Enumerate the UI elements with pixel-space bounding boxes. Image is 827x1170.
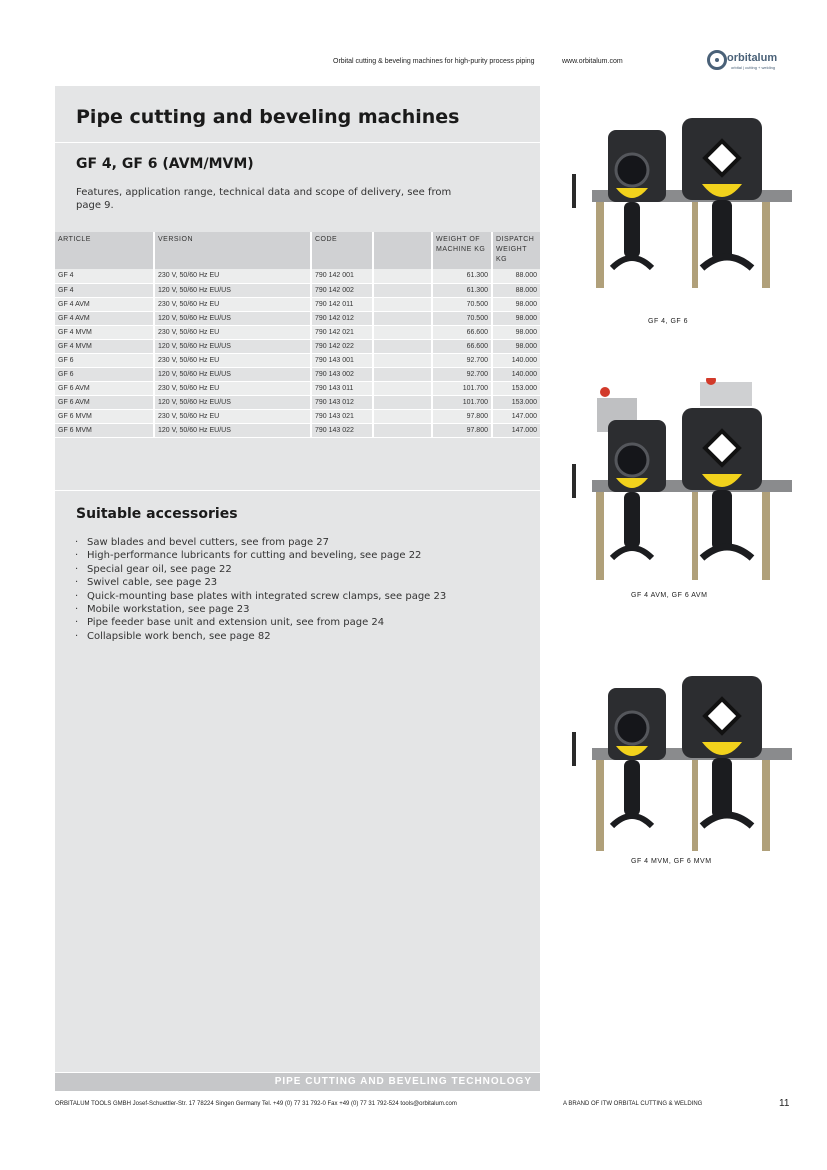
cell-version: 120 V, 50/60 Hz EU/US — [154, 311, 311, 325]
list-item: · Saw blades and bevel cutters, see from page 27 — [75, 536, 446, 549]
cell-empty — [373, 283, 432, 297]
cell-weight: 101.700 — [432, 381, 492, 395]
list-item: · Quick-mounting base plates with integrated screw clamps, see page 23 — [75, 590, 446, 603]
page-number: 11 — [779, 1098, 790, 1109]
accessories-list — [75, 536, 446, 643]
cell-weight: 61.300 — [432, 283, 492, 297]
header-dispatch-weight: DISPATCH WEIGHT KG — [492, 232, 540, 269]
table-row — [55, 423, 540, 437]
table-row — [55, 395, 540, 409]
cell-code: 790 142 021 — [311, 325, 373, 339]
header-tagline: Orbital cutting & beveling machines for high-purity process piping — [333, 58, 535, 65]
cell-empty — [373, 409, 432, 423]
photo-caption: GF 4, GF 6 — [648, 318, 689, 325]
list-item: · Swivel cable, see page 23 — [75, 576, 446, 589]
table-row — [55, 339, 540, 353]
cell-version: 120 V, 50/60 Hz EU/US — [154, 339, 311, 353]
cell-article: GF 6 — [55, 353, 154, 367]
header-version: VERSION — [154, 232, 311, 269]
cell-weight: 97.800 — [432, 423, 492, 437]
content-panel — [55, 86, 540, 1072]
cell-article: GF 4 — [55, 283, 154, 297]
features-text: Features, application range, technical data and scope of delivery, see from page 9. — [76, 187, 452, 211]
page-header — [333, 58, 623, 65]
cell-version: 120 V, 50/60 Hz EU/US — [154, 367, 311, 381]
cell-empty — [373, 353, 432, 367]
table-row — [55, 297, 540, 311]
cell-empty — [373, 269, 432, 283]
logo-subline: orbital | cutting + welding — [731, 65, 776, 70]
cell-dispatch: 147.000 — [492, 409, 540, 423]
cell-weight: 66.600 — [432, 325, 492, 339]
cell-code: 790 142 012 — [311, 311, 373, 325]
machine-photo — [552, 378, 792, 580]
accessories-title: Suitable accessories — [76, 506, 238, 522]
cell-empty — [373, 339, 432, 353]
cell-code: 790 143 012 — [311, 395, 373, 409]
cell-article: GF 4 — [55, 269, 154, 283]
cell-code: 790 143 022 — [311, 423, 373, 437]
table-header-row — [55, 232, 540, 269]
header-weight-machine: WEIGHT OF MACHINE KG — [432, 232, 492, 269]
cell-article: GF 4 MVM — [55, 325, 154, 339]
footer-band-text: PIPE CUTTING AND BEVELING TECHNOLOGY — [274, 1076, 532, 1087]
header-url[interactable]: www.orbitalum.com — [562, 58, 623, 65]
cell-code: 790 143 021 — [311, 409, 373, 423]
cell-version: 120 V, 50/60 Hz EU/US — [154, 283, 311, 297]
table-row — [55, 325, 540, 339]
cell-code: 790 142 001 — [311, 269, 373, 283]
page-title: Pipe cutting and beveling machines — [76, 106, 460, 128]
cell-code: 790 142 002 — [311, 283, 373, 297]
table-row — [55, 283, 540, 297]
cell-weight: 70.500 — [432, 297, 492, 311]
list-item: · Pipe feeder base unit and extension unit, see from page 24 — [75, 616, 446, 629]
cell-weight: 61.300 — [432, 269, 492, 283]
cell-dispatch: 153.000 — [492, 381, 540, 395]
cell-version: 230 V, 50/60 Hz EU — [154, 269, 311, 283]
article-table — [55, 232, 540, 438]
cell-empty — [373, 395, 432, 409]
cell-dispatch: 153.000 — [492, 395, 540, 409]
table-row — [55, 367, 540, 381]
table-row — [55, 269, 540, 283]
cell-version: 120 V, 50/60 Hz EU/US — [154, 395, 311, 409]
cell-code: 790 142 022 — [311, 339, 373, 353]
cell-weight: 92.700 — [432, 353, 492, 367]
cell-article: GF 4 MVM — [55, 339, 154, 353]
cell-article: GF 6 AVM — [55, 381, 154, 395]
cell-dispatch: 140.000 — [492, 367, 540, 381]
divider — [55, 490, 540, 491]
cell-dispatch: 98.000 — [492, 297, 540, 311]
logo-mark-icon — [707, 50, 727, 70]
cell-dispatch: 98.000 — [492, 339, 540, 353]
logo-name: orbitalum — [727, 52, 778, 64]
header-code: CODE — [311, 232, 373, 269]
cell-version: 230 V, 50/60 Hz EU — [154, 353, 311, 367]
cell-version: 230 V, 50/60 Hz EU — [154, 297, 311, 311]
cell-article: GF 6 MVM — [55, 409, 154, 423]
cell-weight: 70.500 — [432, 311, 492, 325]
cell-empty — [373, 381, 432, 395]
cell-dispatch: 98.000 — [492, 325, 540, 339]
list-item: · Special gear oil, see page 22 — [75, 563, 446, 576]
cell-code: 790 143 002 — [311, 367, 373, 381]
cell-version: 230 V, 50/60 Hz EU — [154, 409, 311, 423]
footer-band — [55, 1073, 540, 1091]
list-item: · Collapsible work bench, see page 82 — [75, 630, 446, 643]
cell-dispatch: 88.000 — [492, 283, 540, 297]
table-row — [55, 381, 540, 395]
cell-weight: 66.600 — [432, 339, 492, 353]
photo-caption: GF 4 MVM, GF 6 MVM — [631, 858, 712, 865]
orbitalum-logo — [707, 50, 797, 76]
cell-article: GF 4 AVM — [55, 297, 154, 311]
footer-address: ORBITALUM TOOLS GMBH Josef-Schuettler-Str. 17 78224 Singen Germany Tel. +49 (0) 77 31 792-0 Fax +49 (0) 77 31 792-524 tools@orbitalum.com — [55, 1101, 457, 1107]
table-row — [55, 311, 540, 325]
cell-article: GF 6 AVM — [55, 395, 154, 409]
cell-version: 120 V, 50/60 Hz EU/US — [154, 423, 311, 437]
cell-article: GF 6 — [55, 367, 154, 381]
cell-weight: 92.700 — [432, 367, 492, 381]
cell-empty — [373, 325, 432, 339]
list-item: · Mobile workstation, see page 23 — [75, 603, 446, 616]
cell-code: 790 143 001 — [311, 353, 373, 367]
cell-dispatch: 88.000 — [492, 269, 540, 283]
cell-dispatch: 98.000 — [492, 311, 540, 325]
machine-photo — [552, 118, 792, 288]
cell-article: GF 6 MVM — [55, 423, 154, 437]
divider — [55, 142, 540, 143]
cell-weight: 101.700 — [432, 395, 492, 409]
cell-dispatch: 147.000 — [492, 423, 540, 437]
cell-code: 790 143 011 — [311, 381, 373, 395]
cell-dispatch: 140.000 — [492, 353, 540, 367]
machine-photo — [552, 646, 792, 851]
cell-version: 230 V, 50/60 Hz EU — [154, 381, 311, 395]
header-article: ARTICLE — [55, 232, 154, 269]
table-row — [55, 353, 540, 367]
footer-brand: A BRAND OF ITW ORBITAL CUTTING & WELDING — [563, 1101, 703, 1107]
photo-caption: GF 4 AVM, GF 6 AVM — [631, 592, 708, 599]
header-empty — [373, 232, 432, 269]
cell-empty — [373, 297, 432, 311]
table-row — [55, 409, 540, 423]
cell-version: 230 V, 50/60 Hz EU — [154, 325, 311, 339]
cell-empty — [373, 367, 432, 381]
cell-article: GF 4 AVM — [55, 311, 154, 325]
section-subtitle: GF 4, GF 6 (AVM/MVM) — [76, 156, 254, 172]
cell-empty — [373, 423, 432, 437]
cell-code: 790 142 011 — [311, 297, 373, 311]
cell-weight: 97.800 — [432, 409, 492, 423]
cell-empty — [373, 311, 432, 325]
list-item: · High-performance lubricants for cutting and beveling, see page 22 — [75, 549, 446, 562]
